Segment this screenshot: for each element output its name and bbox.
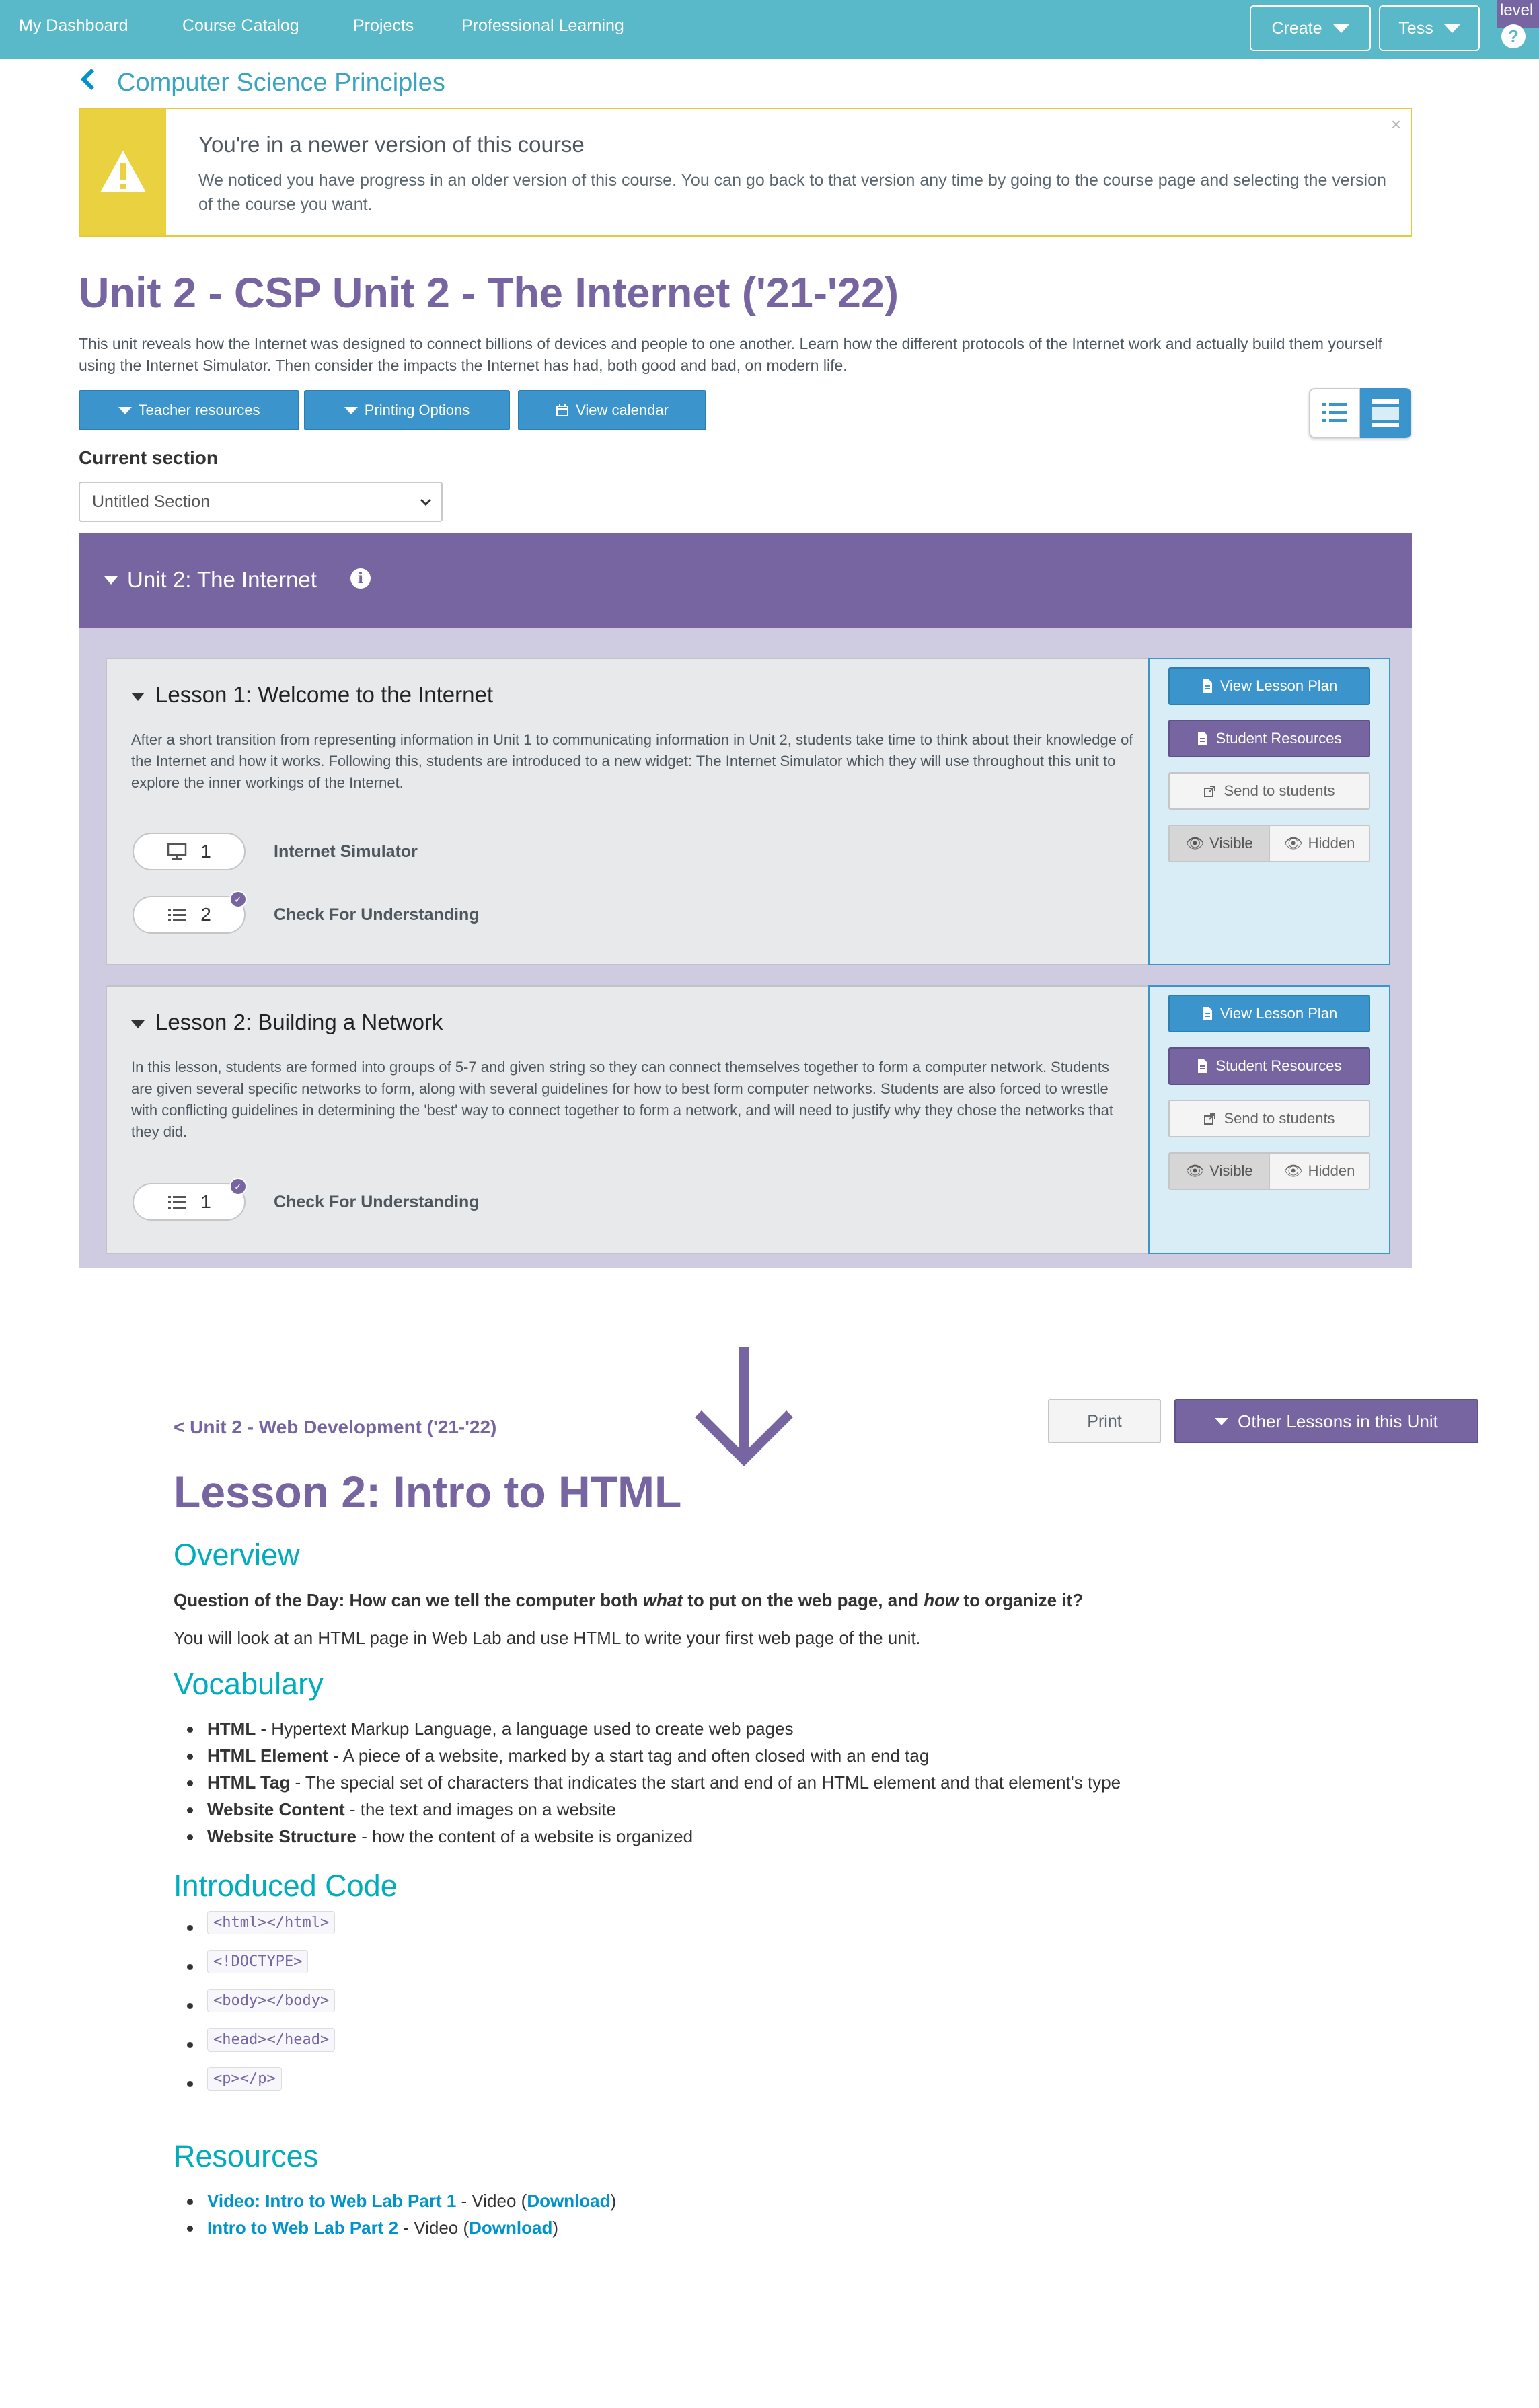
caret-down-icon[interactable] xyxy=(131,1020,145,1028)
level-number: 1 xyxy=(200,1191,211,1212)
list-icon xyxy=(167,1194,187,1210)
nav-projects[interactable]: Projects xyxy=(353,16,414,35)
notice-body: We noticed you have progress in an older version of this course. You can go back to that version any time by going to the course page and selecting the version of the course you want. xyxy=(198,171,1386,214)
hidden-button[interactable] xyxy=(1270,826,1369,861)
level-bubble[interactable] xyxy=(133,896,246,934)
eye-slash-icon: 👁 xyxy=(1283,1162,1303,1179)
student-resources-label: Student Resources xyxy=(1215,1057,1342,1074)
user-name: Tess xyxy=(1398,18,1433,38)
detail-view-icon xyxy=(1360,388,1411,438)
vocab-term: HTML xyxy=(207,1719,256,1739)
student-resources-button[interactable] xyxy=(1168,720,1370,757)
notice-icon-box xyxy=(80,109,166,235)
vocab-def: - Hypertext Markup Language, a language used to create web pages xyxy=(256,1719,794,1739)
section-select[interactable] xyxy=(79,482,443,522)
code-snippet[interactable]: <p></p> xyxy=(207,2067,282,2091)
hidden-label: Hidden xyxy=(1308,1162,1355,1179)
view-calendar-button[interactable] xyxy=(518,390,706,430)
student-resources-button[interactable] xyxy=(1168,1047,1370,1085)
resource-link[interactable]: Video: Intro to Web Lab Part 1 xyxy=(207,2191,457,2211)
overview-text: You will look at an HTML page in Web Lab and use HTML to write your first web page of the unit. xyxy=(174,1628,921,1648)
view-toggle xyxy=(1309,388,1411,438)
level-label[interactable]: Internet Simulator xyxy=(274,842,418,861)
lesson-title[interactable]: Lesson 1: Welcome to the Internet xyxy=(155,682,494,707)
list-item xyxy=(174,1745,1121,1772)
close-icon[interactable]: × xyxy=(1390,114,1401,135)
lesson-resource-panel xyxy=(1148,985,1390,1254)
file-icon xyxy=(1197,1059,1209,1074)
hidden-button[interactable] xyxy=(1270,1154,1369,1189)
vocab-def: - The special set of characters that indicates the start and end of an HTML element and that element's type xyxy=(290,1772,1121,1793)
code-snippet[interactable]: <body></body> xyxy=(207,1989,335,2012)
help-icon[interactable]: ? xyxy=(1501,24,1526,48)
calendar-icon xyxy=(556,404,569,417)
vocab-term: HTML Tag xyxy=(207,1772,291,1793)
list-item xyxy=(174,1914,335,1953)
qotd-what: what xyxy=(642,1590,683,1610)
eye-slash-icon: 👁 xyxy=(1283,835,1303,852)
unit-title: Unit 2 - CSP Unit 2 - The Internet ('21-'22) xyxy=(79,270,899,317)
visibility-toggle xyxy=(1168,1152,1370,1190)
chevron-left-icon[interactable] xyxy=(78,66,97,93)
level-badge[interactable]: level xyxy=(1497,0,1539,28)
caret-down-icon xyxy=(118,407,132,414)
level-label[interactable]: Check For Understanding xyxy=(274,905,480,924)
resources-heading: Resources xyxy=(174,2139,319,2173)
hidden-label: Hidden xyxy=(1308,835,1355,852)
user-menu-button[interactable] xyxy=(1379,5,1480,51)
resource-type: - Video ( xyxy=(398,2218,470,2238)
send-to-students-label: Send to students xyxy=(1224,782,1335,799)
resources-list xyxy=(174,2191,616,2245)
list-item xyxy=(174,1826,1121,1853)
section-select-value: Untitled Section xyxy=(92,492,211,511)
unit-panel-title: Unit 2: The Internet xyxy=(127,567,317,592)
visible-label: Visible xyxy=(1209,835,1253,852)
list-item xyxy=(174,2031,335,2070)
teacher-resources-label: Teacher resources xyxy=(138,402,260,418)
list-icon xyxy=(167,907,187,923)
caret-down-icon xyxy=(104,576,118,585)
chevron-down-icon xyxy=(418,495,433,510)
printing-options-label: Printing Options xyxy=(364,402,470,418)
list-item xyxy=(174,1772,1121,1799)
vocab-term: HTML Element xyxy=(207,1745,329,1766)
lesson-title[interactable]: Lesson 2: Building a Network xyxy=(155,1010,443,1034)
vocab-def: - the text and images on a website xyxy=(344,1799,616,1819)
view-lesson-plan-button[interactable] xyxy=(1168,667,1370,705)
level-label[interactable]: Check For Understanding xyxy=(274,1193,480,1211)
list-item xyxy=(174,1799,1121,1826)
vocab-term: Website Content xyxy=(207,1799,345,1819)
course-breadcrumb-link[interactable]: Computer Science Principles xyxy=(117,69,445,97)
qotd-end: to organize it? xyxy=(959,1590,1084,1610)
view-lesson-plan-label: View Lesson Plan xyxy=(1219,1005,1338,1022)
caret-down-icon xyxy=(1444,24,1460,33)
eye-icon: 👁 xyxy=(1185,1162,1205,1179)
other-lessons-label: Other Lessons in this Unit xyxy=(1238,1410,1438,1431)
nav-course-catalog[interactable]: Course Catalog xyxy=(182,16,299,35)
code-snippet[interactable]: <!DOCTYPE> xyxy=(207,1950,308,1973)
lesson-plan-title: Lesson 2: Intro to HTML xyxy=(174,1467,682,1517)
introduced-code-heading: Introduced Code xyxy=(174,1869,398,1903)
vocab-def: - A piece of a website, marked by a start tag and often closed with an end tag xyxy=(328,1745,930,1766)
view-lesson-plan-label: View Lesson Plan xyxy=(1219,677,1338,694)
other-lessons-button[interactable] xyxy=(1174,1399,1478,1443)
view-lesson-plan-button[interactable] xyxy=(1168,995,1370,1032)
code-snippet[interactable]: <html></html> xyxy=(207,1911,335,1934)
unit-panel-header[interactable] xyxy=(79,533,1412,628)
nav-professional-learning[interactable]: Professional Learning xyxy=(461,16,624,35)
nav-my-dashboard[interactable]: My Dashboard xyxy=(19,16,128,35)
list-item xyxy=(174,1953,335,1992)
info-icon[interactable]: i xyxy=(350,568,371,589)
level-number: 1 xyxy=(200,841,211,862)
check-icon: ✓ xyxy=(229,1178,247,1195)
lesson-description: In this lesson, students are formed into groups of 5-7 and given string so they can connect themselves together to form a computer network. Students are given several specific networks to form, along with several guidelines for how to best form computer networks. Students are also forced to wrestle with conflicting guidelines in determining the 'best' way to connect together to form a network, and will need to justify why they chose the networks that they did. xyxy=(131,1059,1113,1140)
lesson-card xyxy=(106,985,1390,1254)
unit-back-link[interactable]: < Unit 2 - Web Development ('21-'22) xyxy=(174,1417,497,1437)
print-button[interactable]: Print xyxy=(1048,1399,1161,1443)
list-view-icon xyxy=(1310,389,1359,437)
arrow-down-icon xyxy=(691,1344,796,1466)
current-section-label: Current section xyxy=(79,447,218,468)
lesson-resource-panel xyxy=(1148,658,1390,965)
create-button[interactable] xyxy=(1250,5,1371,51)
view-calendar-label: View calendar xyxy=(576,402,669,418)
list-item xyxy=(174,2070,335,2109)
visible-label: Visible xyxy=(1209,1162,1253,1179)
list-item xyxy=(174,1719,1121,1745)
qotd-how: how xyxy=(924,1590,959,1610)
warning-icon xyxy=(80,109,166,235)
download-link[interactable]: Download xyxy=(469,2218,553,2238)
caret-down-icon[interactable] xyxy=(131,693,145,701)
question-of-the-day xyxy=(174,1590,1083,1611)
create-label: Create xyxy=(1271,18,1322,38)
file-icon xyxy=(1201,679,1213,693)
visible-button[interactable] xyxy=(1170,1154,1270,1189)
level-bubble[interactable] xyxy=(133,833,246,870)
resource-end: ) xyxy=(610,2191,617,2211)
notice-title: You're in a newer version of this course xyxy=(198,132,585,157)
student-resources-label: Student Resources xyxy=(1215,730,1342,747)
caret-down-icon xyxy=(344,407,358,414)
lesson-card xyxy=(106,658,1390,965)
caret-down-icon xyxy=(1333,24,1349,33)
download-link[interactable]: Download xyxy=(527,2191,611,2211)
detail-view-button[interactable] xyxy=(1360,388,1411,438)
top-nav xyxy=(0,0,1539,59)
list-item xyxy=(174,2218,616,2245)
caret-down-icon xyxy=(1215,1418,1228,1425)
printing-options-button[interactable] xyxy=(304,390,510,430)
share-icon xyxy=(1203,784,1217,798)
overview-heading: Overview xyxy=(174,1538,300,1572)
send-to-students-label: Send to students xyxy=(1224,1110,1335,1127)
visible-button[interactable] xyxy=(1170,826,1270,861)
list-item xyxy=(174,2191,616,2218)
vocabulary-list xyxy=(174,1719,1121,1853)
teacher-resources-button[interactable] xyxy=(79,390,299,430)
visibility-toggle xyxy=(1168,825,1370,862)
introduced-code-list xyxy=(174,1914,335,2109)
eye-icon: 👁 xyxy=(1185,835,1205,852)
vocab-term: Website Structure xyxy=(207,1826,357,1846)
share-icon xyxy=(1203,1112,1217,1125)
check-icon: ✓ xyxy=(229,891,247,908)
vocab-def: - how the content of a website is organized xyxy=(356,1826,693,1846)
qotd-mid: to put on the web page, and xyxy=(682,1590,924,1610)
level-bubble[interactable] xyxy=(133,1183,246,1221)
send-to-students-button[interactable] xyxy=(1168,772,1370,810)
resource-type: - Video ( xyxy=(456,2191,527,2211)
lesson-description: After a short transition from representing information in Unit 1 to communicating information in Unit 2, students take time to think about their knowledge of the Internet and how it works. Following this, students are introduced to a new widget: The Internet Simulator which they will use throughout this unit to explore the inner workings of the Internet. xyxy=(131,731,1133,791)
code-snippet[interactable]: <head></head> xyxy=(207,2028,335,2052)
unit-panel-body xyxy=(79,628,1412,1268)
file-icon xyxy=(1197,731,1209,746)
qotd-prefix: Question of the Day: How can we tell the computer both xyxy=(174,1590,643,1610)
list-item xyxy=(174,1992,335,2031)
level-number: 2 xyxy=(200,904,211,925)
version-notice xyxy=(79,108,1412,237)
send-to-students-button[interactable] xyxy=(1168,1100,1370,1137)
unit-description: This unit reveals how the Internet was designed to connect billions of devices and people to one another. Learn how the different protocols of the Internet work and actually build them yourself using the Internet Simulator. Then consider the impacts the Internet has had, both good and bad, on modern life. xyxy=(79,335,1382,374)
resource-link[interactable]: Intro to Web Lab Part 2 xyxy=(207,2218,399,2238)
list-view-button[interactable] xyxy=(1309,388,1360,438)
monitor-icon xyxy=(167,843,187,860)
file-icon xyxy=(1201,1006,1213,1021)
resource-end: ) xyxy=(552,2218,559,2238)
vocabulary-heading: Vocabulary xyxy=(174,1667,324,1701)
